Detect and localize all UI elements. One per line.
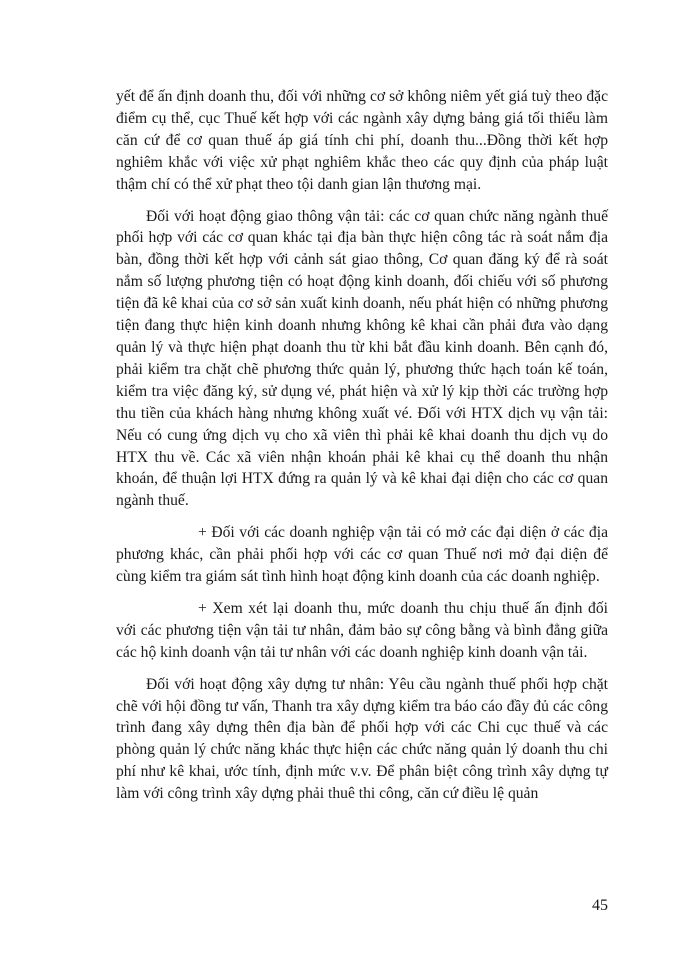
page-number: 45 [592, 897, 608, 914]
paragraph-1: yết để ấn định doanh thu, đối với những cơ sở không niêm yết giá tuỳ theo đặc điểm cụ thể, cục Thuế kết hợp với các ngành xây dựng bảng giá tối thiểu làm căn cứ để cơ quan thuế áp giá tính chi phí, doanh thu...Đồng thời kết hợp nghiêm khắc với việc xử phạt nghiêm khắc theo các quy định của pháp luật thậm chí có thể xử phạt theo tội danh gian lận thương mại. [116, 88, 608, 193]
paragraph-5: Đối với hoạt động xây dựng tư nhân: Yêu cầu ngành thuế phối hợp chặt chẽ với hội đồng tư vấn, Thanh tra xây dựng kiểm tra báo cáo đầy đủ các công trình đang xây dựng thên địa bàn để phối hợp với các Chi cục thuế và các phòng quản lý chức năng khác thực hiện các chức năng quản lý doanh thu chi phí như kê khai, ước tính, định mức v.v. Để phân biệt công trình xây dựng tự làm với công trình xây dựng phải thuê thi công, căn cứ điều lệ quản [116, 675, 608, 803]
body-text [116, 86, 608, 805]
paragraph-2: Đối với hoạt động giao thông vận tải: các cơ quan chức năng ngành thuế phối hợp với các cơ quan khác tại địa bàn thực hiện công tác rà soát nắm địa bàn, đồng thời kết hợp với cảnh sát giao thông, Cơ quan đăng ký để rà soát nắm số lượng phương tiện có hoạt động kinh doanh, đối chiếu với số phương tiện đã kê khai của cơ sở sản xuất kinh doanh, nếu phát hiện có những phương tiện đang thực hiện kinh doanh nhưng không kê khai cần phải đưa vào dạng quản lý và thực hiện phạt doanh thu từ khi bắt đầu kinh doanh. Bên cạnh đó, phải kiểm tra chặt chẽ phương thức quản lý, phương thức hạch toán kế toán, kiểm tra việc đăng ký, sử dụng vé, phát hiện và xử lý kịp thời các trường hợp thu tiền của khách hàng nhưng không xuất vé. Đối với HTX dịch vụ vận tải: Nếu có cung ứng dịch vụ cho xã viên thì phải kê khai doanh thu dịch vụ do HTX thu về. Các xã viên nhận khoán phải kê khai cụ thể doanh thu nhận khoán, để thuận lợi HTX đứng ra quản lý và kê khai đại diện cho các cơ quan ngành thuế. [116, 207, 608, 510]
paragraph-4: + Xem xét lại doanh thu, mức doanh thu chịu thuế ấn định đối với các phương tiện vận tải tư nhân, đảm bảo sự công bằng và bình đẳng giữa các hộ kinh doanh vận tải tư nhân với các doanh nghiệp kinh doanh vận tải. [116, 599, 608, 661]
paragraph-3: + Đối với các doanh nghiệp vận tải có mở các đại diện ở các địa phương khác, cần phải phối hợp với các cơ quan Thuế nơi mở đại diện để cùng kiểm tra giám sát tình hình hoạt động kinh doanh của các doanh nghiệp. [116, 524, 608, 586]
